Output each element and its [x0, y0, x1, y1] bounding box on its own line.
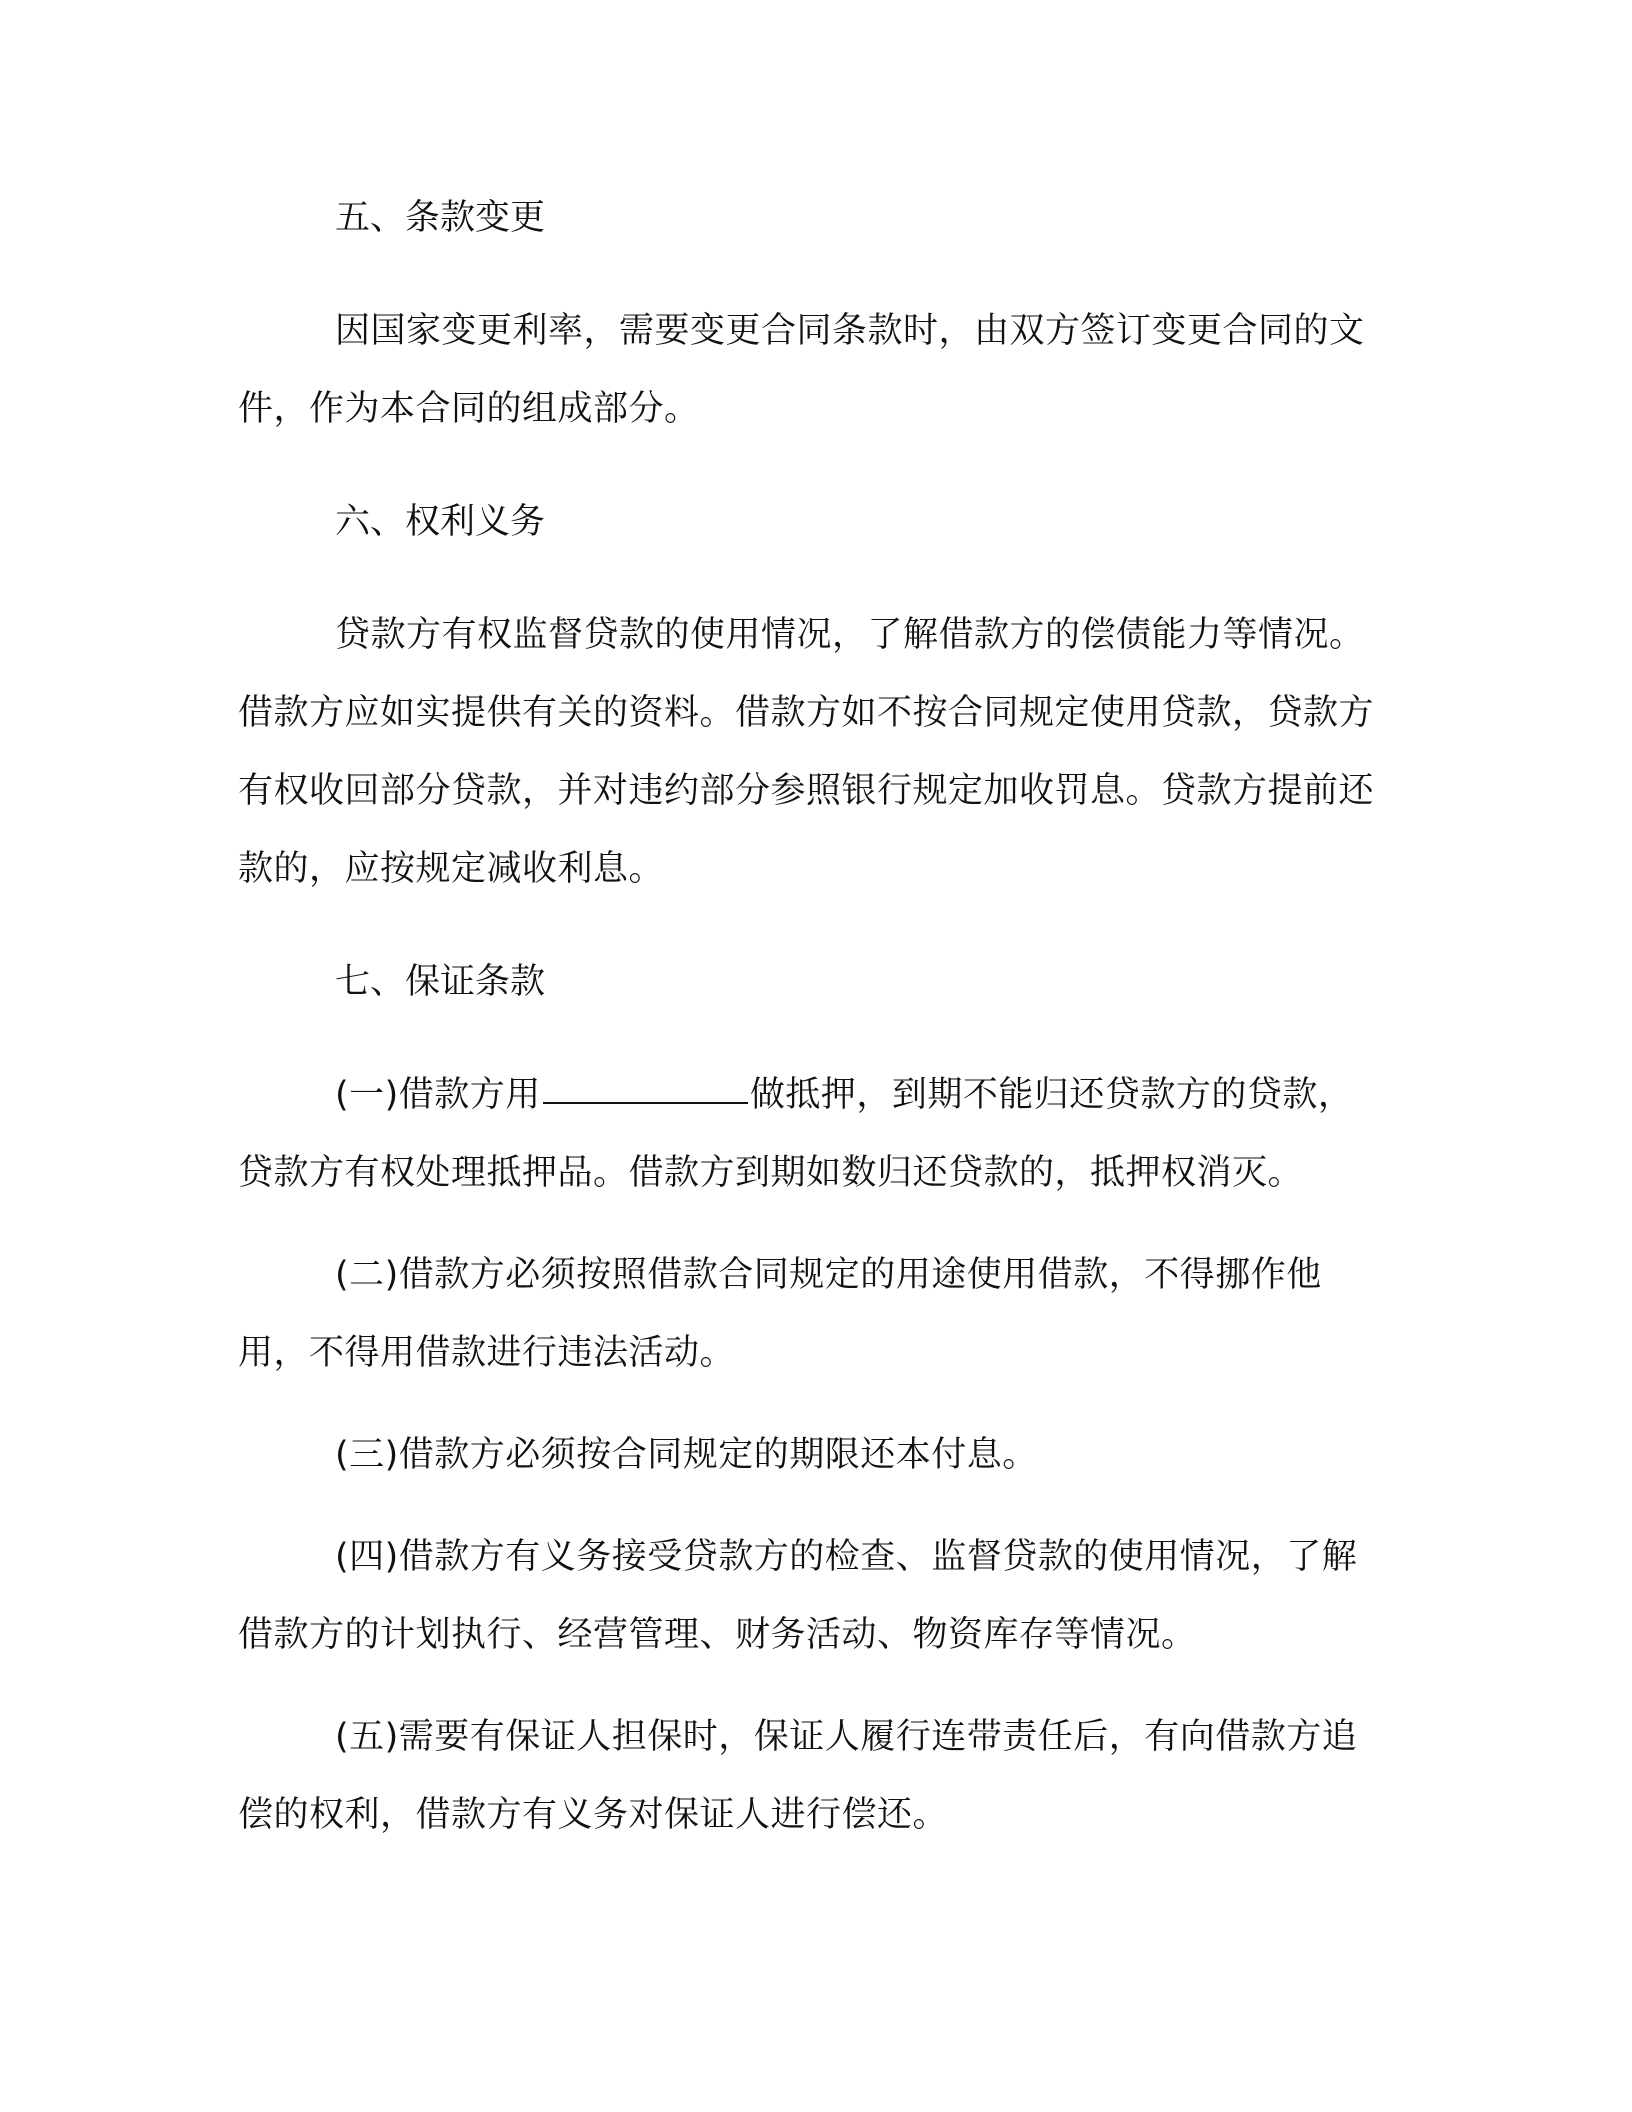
clause-1-text-before-blank: (一)借款方用 [335, 1075, 541, 1115]
clause-4-inspection: (四)借款方有义务接受贷款方的检查、监督贷款的使用情况，了解借款方的计划执行、经营管理、财务活动、物资库存等情况。 [238, 1537, 1358, 1655]
document-body [238, 188, 1388, 1854]
section-heading-guarantee-terms: 七、保证条款 [335, 962, 546, 1002]
clause-3-repayment: (三)借款方必须按合同规定的期限还本付息。 [335, 1435, 1038, 1475]
clause-2-loan-usage: (二)借款方必须按照借款合同规定的用途使用借款，不得挪作他用，不得用借款进行违法活动。 [238, 1255, 1322, 1373]
clause-5-guarantor: (五)需要有保证人担保时，保证人履行连带责任后，有向借款方追偿的权利，借款方有义务对保证人进行偿还。 [238, 1717, 1358, 1835]
paragraph-terms-change: 因国家变更利率，需要变更合同条款时，由双方签订变更合同的文件，作为本合同的组成部分。 [238, 311, 1365, 429]
paragraph-rights-obligations: 贷款方有权监督贷款的使用情况，了解借款方的偿债能力等情况。借款方应如实提供有关的资料。借款方如不按合同规定使用贷款，贷款方有权收回部分贷款，并对违约部分参照银行规定加收罚息。贷款方提前还款的，应按规定减收利息。 [238, 615, 1375, 889]
clause-1-collateral [238, 1056, 1388, 1212]
section-heading-rights-obligations: 六、权利义务 [335, 502, 546, 542]
collateral-blank-line [543, 1102, 748, 1104]
clause-1-text-after-blank: 做抵押，到期不能归还贷款方的贷款，贷款方有权处理抵押品。借款方到期如数归还贷款的，抵押权消灭。 [238, 1075, 1354, 1193]
section-heading-terms-change: 五、条款变更 [335, 198, 546, 238]
